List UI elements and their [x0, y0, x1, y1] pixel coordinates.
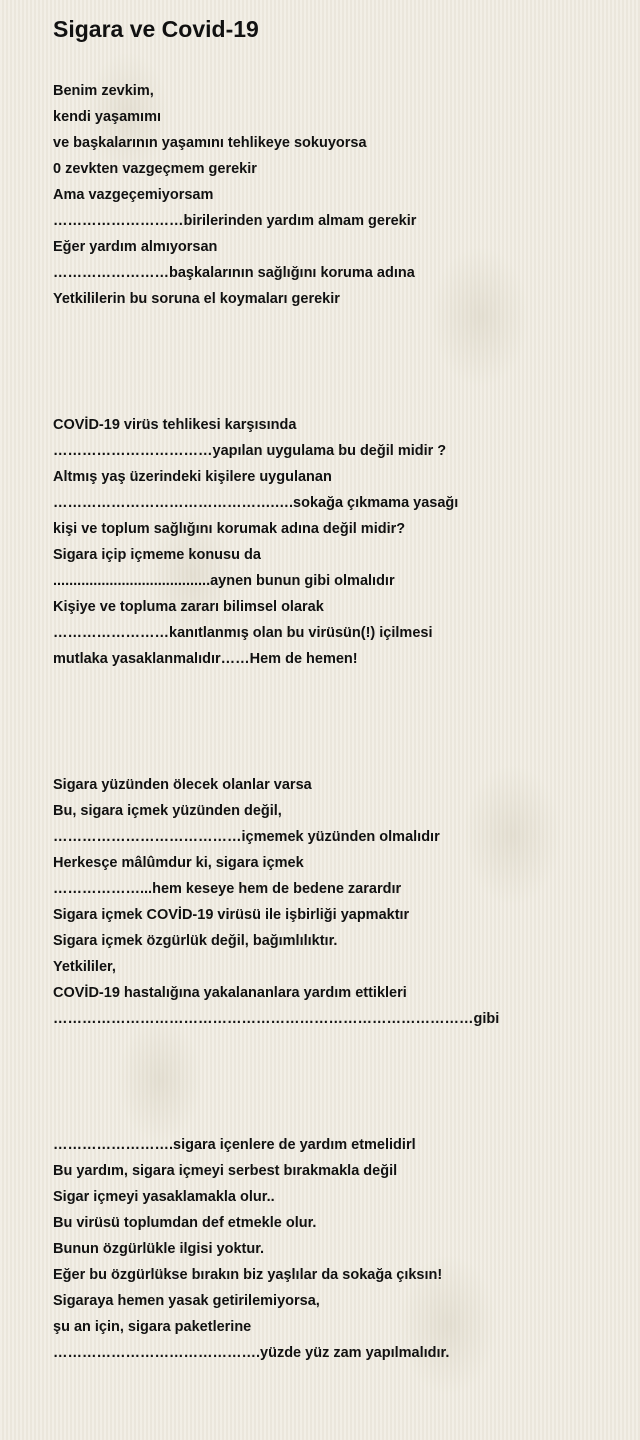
verse-line: Ama vazgeçemiyorsam — [53, 187, 214, 203]
poem-page — [53, 14, 633, 1366]
verse-line: ……………………………………………………………………………gibi — [53, 1011, 500, 1027]
verse-line: Sigara içmek özgürlük değil, bağımlılıktır. — [53, 933, 338, 949]
poem-title: Sigara ve Covid-19 — [53, 16, 259, 42]
verse-line: Sigaraya hemen yasak getirilemiyorsa, — [53, 1293, 320, 1309]
stanza-3 — [53, 772, 633, 1032]
verse-line: …………………………………içmemek yüzünden olmalıdır — [53, 829, 440, 845]
verse-line: ………………...hem keseye hem de bedene zarardır — [53, 881, 402, 897]
verse-line: Sigara içip içmeme konusu da — [53, 547, 261, 563]
verse-line: Sigara yüzünden ölecek olanlar varsa — [53, 777, 312, 793]
verse-line: Yetkililer, — [53, 959, 116, 975]
verse-line: 0 zevkten vazgeçmem gerekir — [53, 161, 257, 177]
verse-line: kendi yaşamımı — [53, 109, 161, 125]
verse-line: Bu virüsü toplumdan def etmekle olur. — [53, 1215, 317, 1231]
verse-line: mutlaka yasaklanmalıdır……Hem de hemen! — [53, 651, 358, 667]
verse-line: Herkesçe mâlûmdur ki, sigara içmek — [53, 855, 304, 871]
stanza-2 — [53, 412, 633, 672]
verse-line: COVİD-19 hastalığına yakalananlara yardım ettikleri — [53, 985, 407, 1001]
verse-line: COVİD-19 virüs tehlikesi karşısında — [53, 417, 297, 433]
verse-line: Eğer yardım almıyorsan — [53, 239, 218, 255]
verse-line: Yetkililerin bu soruna el koymaları gerekir — [53, 291, 340, 307]
stanza-4 — [53, 1132, 633, 1366]
verse-line: Kişiye ve topluma zararı bilimsel olarak — [53, 599, 324, 615]
verse-line: ……………………kanıtlanmış olan bu virüsün(!) içilmesi — [53, 625, 433, 641]
verse-line: Eğer bu özgürlükse bırakın biz yaşlılar da sokağa çıksın! — [53, 1267, 443, 1283]
verse-line: .......................................aynen bunun gibi olmalıdır — [53, 573, 395, 589]
verse-line: …………………………………….yüzde yüz zam yapılmalıdır. — [53, 1345, 450, 1361]
stanza-1 — [53, 78, 633, 312]
verse-line: ……………………………yapılan uygulama bu değil midir ? — [53, 443, 447, 459]
verse-line: ve başkalarının yaşamını tehlikeye sokuyorsa — [53, 135, 367, 151]
verse-line: şu an için, sigara paketlerine — [53, 1319, 252, 1335]
verse-line: Benim zevkim, — [53, 83, 154, 99]
verse-line: Bu yardım, sigara içmeyi serbest bırakmakla değil — [53, 1163, 398, 1179]
verse-line: kişi ve toplum sağlığını korumak adına değil midir? — [53, 521, 406, 537]
verse-line: Sigara içmek COVİD-19 virüsü ile işbirliği yapmaktır — [53, 907, 410, 923]
verse-line: ……………………başkalarının sağlığını koruma adına — [53, 265, 415, 281]
verse-line: Altmış yaş üzerindeki kişilere uygulanan — [53, 469, 332, 485]
verse-line: Bu, sigara içmek yüzünden değil, — [53, 803, 282, 819]
verse-line: ………………………birilerinden yardım almam gerekir — [53, 213, 417, 229]
verse-line: ……………………………………….….sokağa çıkmama yasağı — [53, 495, 459, 511]
verse-line: Sigar içmeyi yasaklamakla olur.. — [53, 1189, 275, 1205]
verse-line: …………………….sigara içenlere de yardım etmelidirl — [53, 1137, 416, 1153]
verse-line: Bunun özgürlükle ilgisi yoktur. — [53, 1241, 265, 1257]
